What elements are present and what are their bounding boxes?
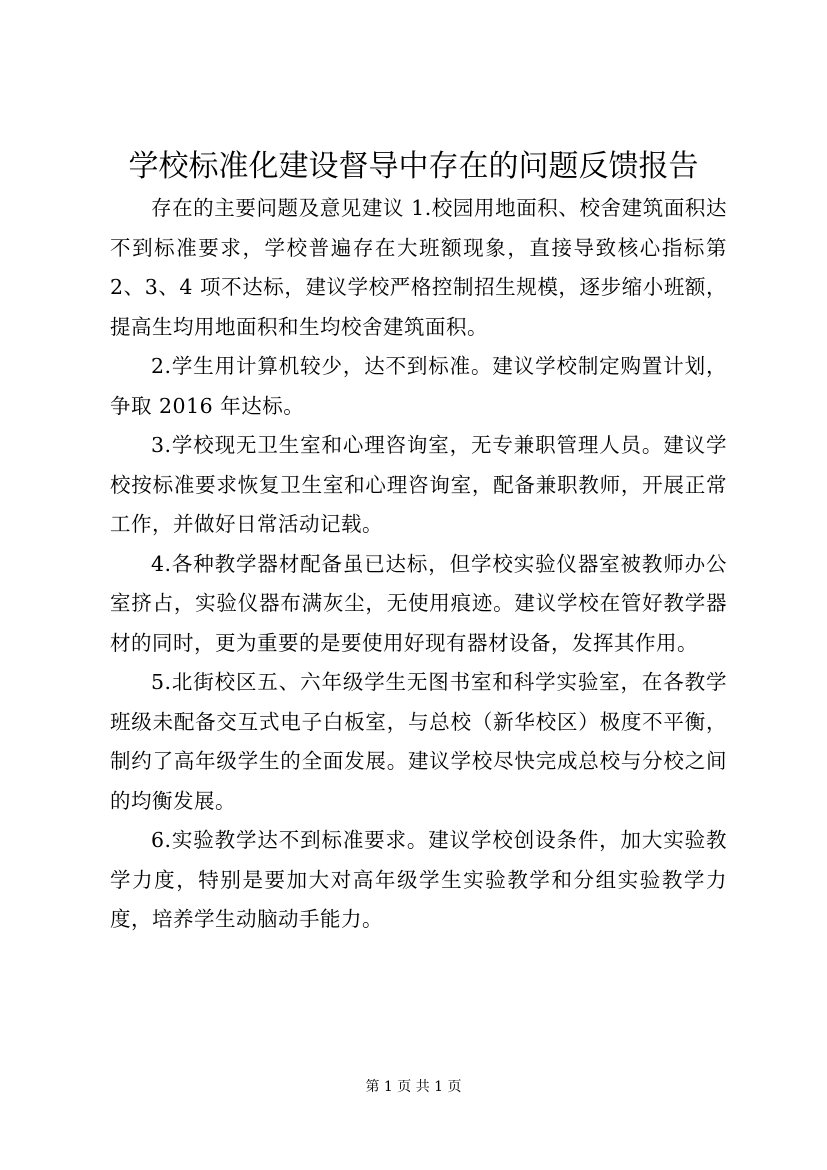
paragraph-item-4: 4.各种教学器材配备虽已达标，但学校实验仪器室被教师办公室挤占，实验仪器布满灰尘，无使用痕迹。建议学校在管好教学器材的同时，更为重要的是要使用好现有器材设备，发挥其作用。 <box>110 551 727 655</box>
page-footer: 第 1 页 共 1 页 <box>365 1079 462 1095</box>
paragraph-main-issues: 存在的主要问题及意见建议 1.校园用地面积、校舍建筑面积达不到标准要求，学校普遍存在大班额现象，直接导致核心指标第 2、3、4 项不达标，建议学校严格控制招生规模，逐步缩小班额，提高生均用地面积和生均校舍建筑面积。 <box>110 196 727 339</box>
paragraph-item-5: 5.北街校区五、六年级学生无图书室和科学实验室，在各教学班级未配备交互式电子白板室，与总校（新华校区）极度不平衡，制约了高年级学生的全面发展。建议学校尽快完成总校与分校之间的均衡发展。 <box>110 670 727 813</box>
document-body <box>110 189 727 940</box>
paragraph-item-2: 2.学生用计算机较少，达不到标准。建议学校制定购置计划，争取 2016 年达标。 <box>110 354 727 418</box>
page-title: 学校标准化建设督导中存在的问题反馈报告 <box>128 149 699 184</box>
paragraph-item-6: 6.实验教学达不到标准要求。建议学校创设条件，加大实验教学力度，特别是要加大对高年级学生实验教学和分组实验教学力度，培养学生动脑动手能力。 <box>110 828 727 931</box>
paragraph-item-3: 3.学校现无卫生室和心理咨询室，无专兼职管理人员。建议学校按标准要求恢复卫生室和心理咨询室，配备兼职教师，开展正常工作，并做好日常活动记载。 <box>110 433 727 536</box>
